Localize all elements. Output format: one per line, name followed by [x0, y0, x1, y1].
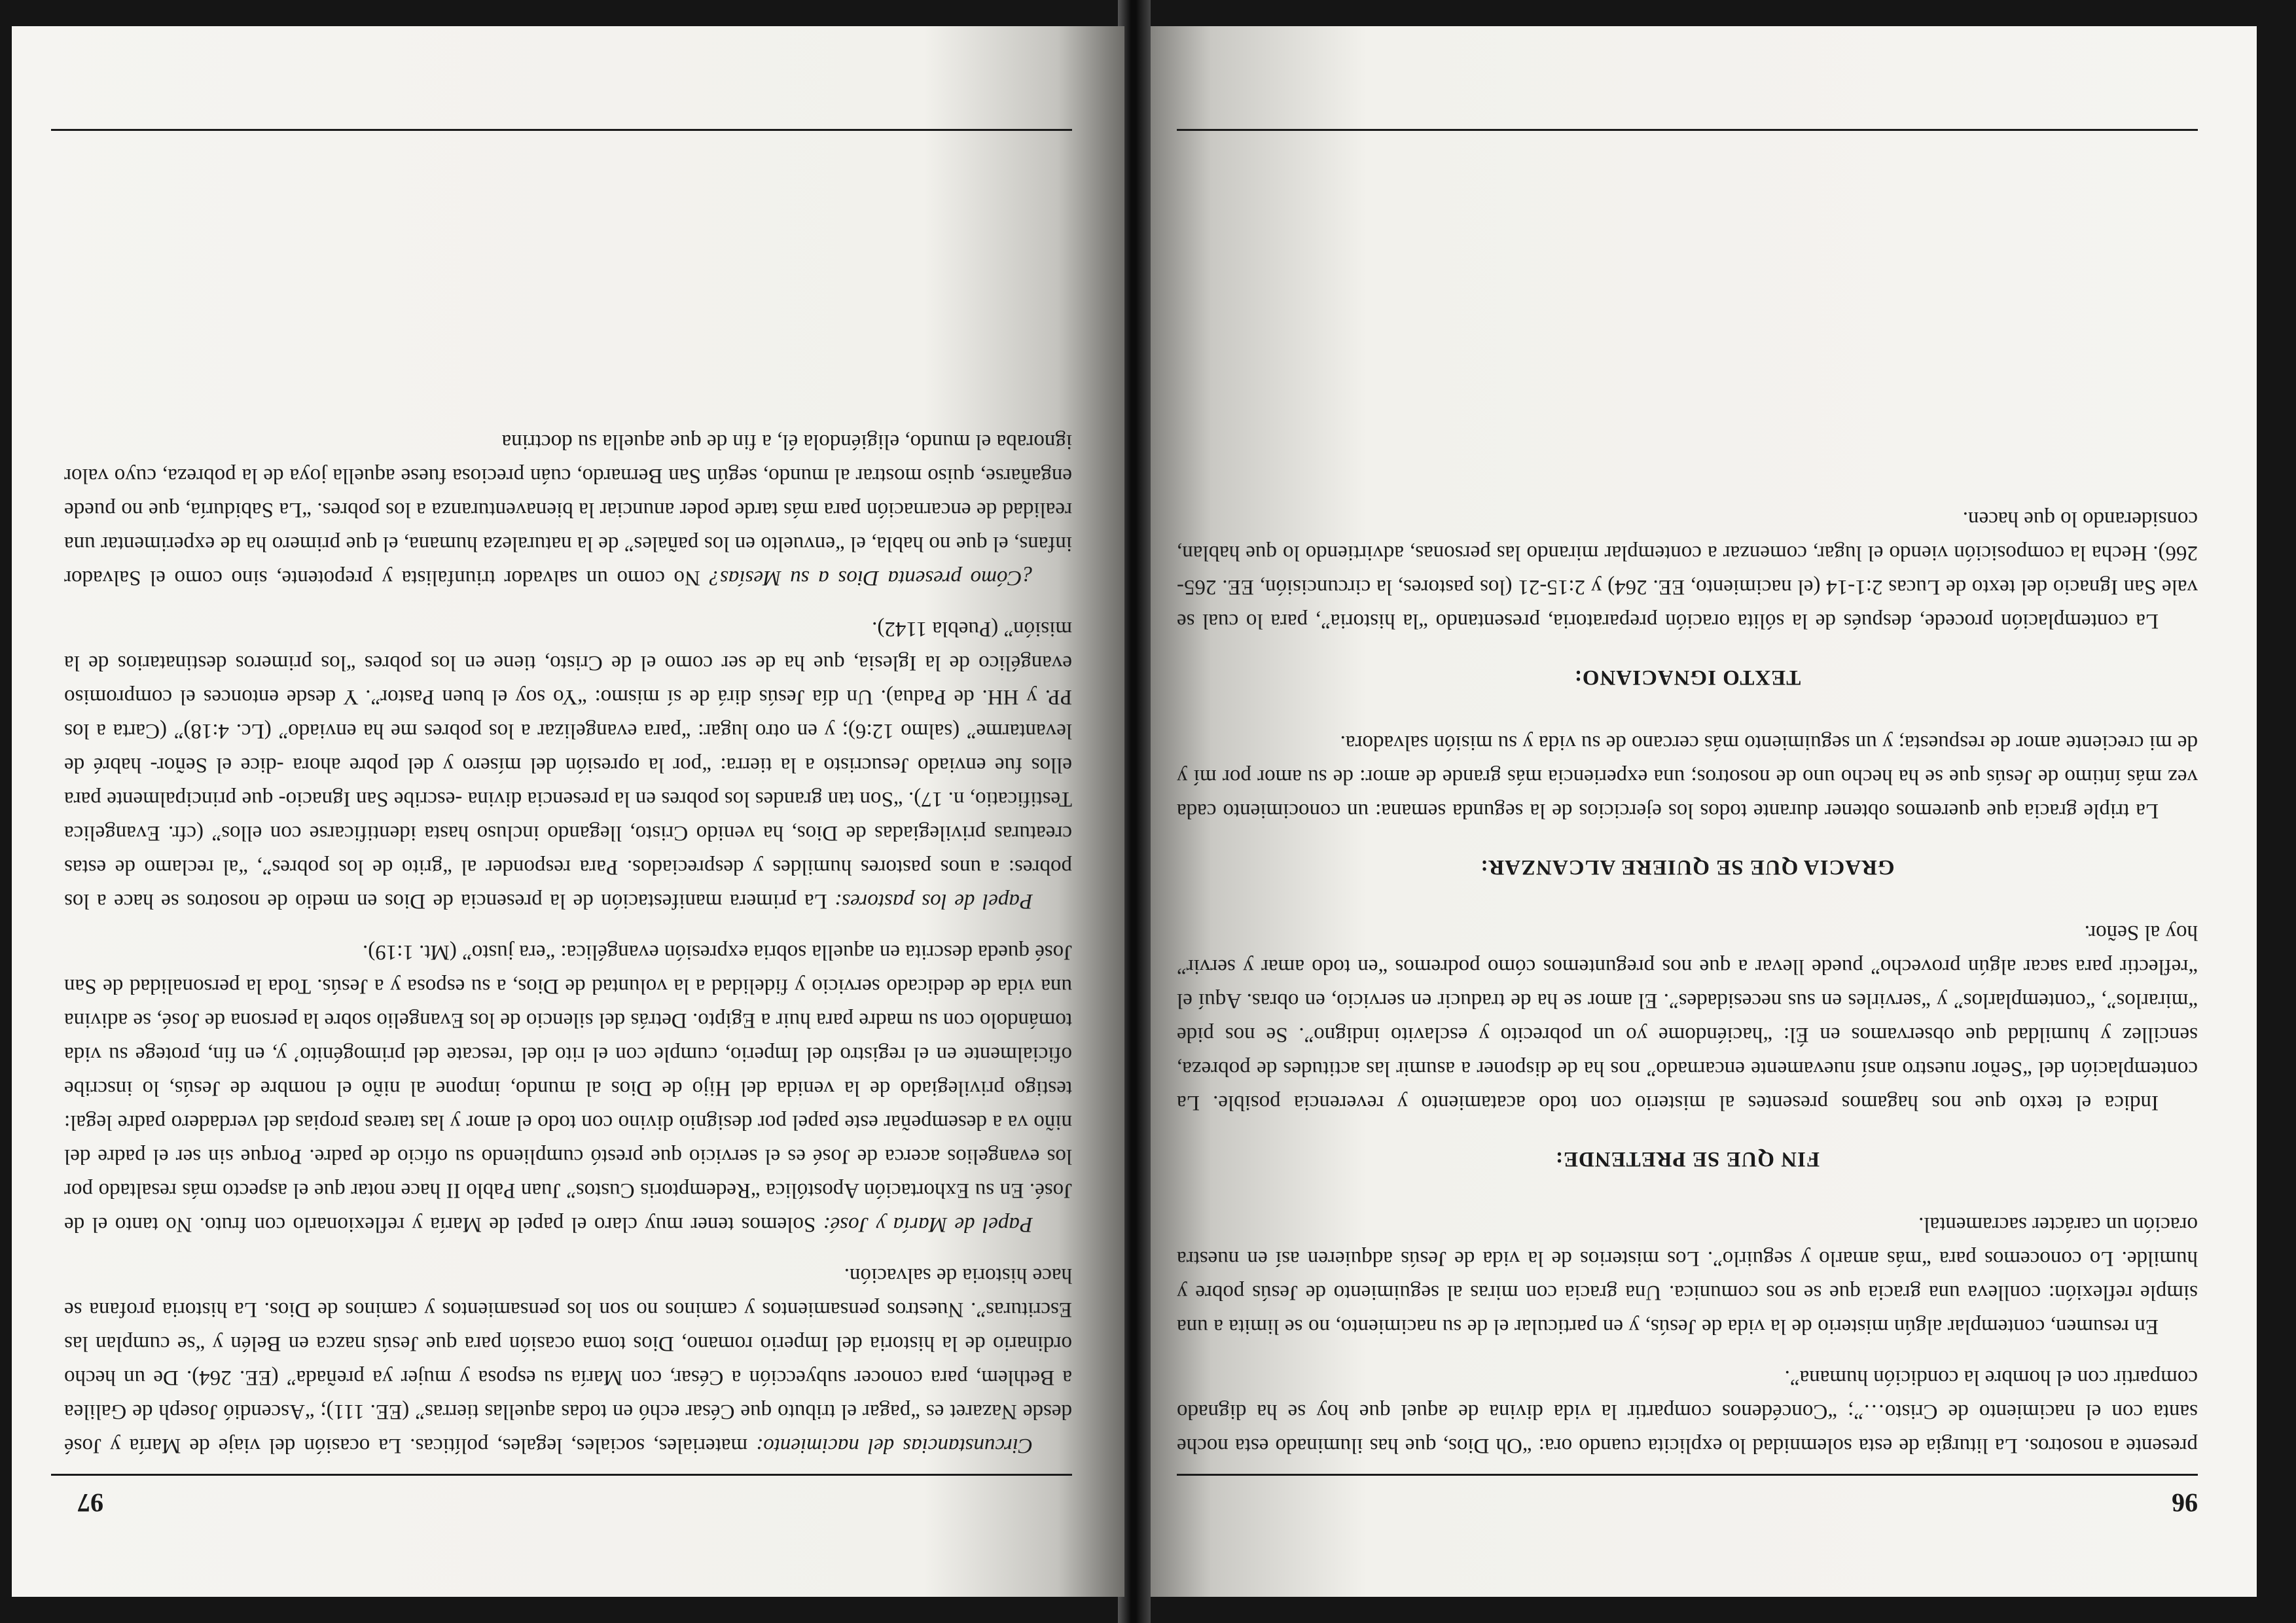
page-97	[12, 26, 1124, 1597]
page-96	[1144, 26, 2257, 1597]
como-presenta-body: No como un salvador triunfalista y prepotente, sino como el Salvador infans, el que no habla, el “envuelto en los pañales” de la naturaleza humana, el que primero ha de experimentar una realidad de encarnación para más tarde poder anunciar la bienaventuranza a los pobres. “La Sabiduría, que no puede engañarse, quiso mostrar al mundo, según San Bernardo, cuán preciosa fuese aquella joya de la pobreza, cuyo valor ignoraba el mundo, eligiéndola él, a fin de que aquella su doctrina	[64, 430, 1072, 590]
circunstancias-paragraph	[64, 1258, 1072, 1463]
summary-paragraph: En resumen, contemplar algún misterio de la vida de Jesús, y en particular el de su nacimiento, no se limita a una simple reflexión: conlleva una gracia que se nos comunica. Una gracia con miras al seguimiento de Jesús pobre y humilde. Lo conocemos para “más amarlo y seguirlo”. Los misterios de la vida de Jesús adquieren así en nuestra oración un carácter sacramental.	[1177, 1213, 2198, 1338]
papel-pastores-paragraph	[64, 612, 1072, 918]
papel-maria-jose-title: Papel de María y José:	[823, 1213, 1033, 1236]
continuation-paragraph: presente a nosotros. La liturgia de esta solemnidad lo explicita cuando ora: “Oh Dios, que has iluminado esta noche santa con el nacimiento de Cristo…”; “Concédenos compartir la vida divina de aquel que hoy se ha dignado compartir con el hombre la condición humana”.	[1177, 1366, 2198, 1457]
heading-texto: TEXTO IGNACIANO:	[1573, 666, 1801, 689]
header-rule	[1177, 1474, 2198, 1476]
page-number: 97	[77, 1488, 103, 1518]
page-number: 96	[2172, 1488, 2198, 1518]
footer-rule	[1177, 129, 2198, 131]
fin-paragraph: Indica el texto que nos hagamos presentes al misterio con todo acatamiento y reverencia posible. La contemplación del “Señor nuestro ansí nuevamente encarnado” nos ha de disponer a asumir las actitudes de pobreza, sencillez y humildad que observamos en Él: “haciéndome yo un pobrecito y esclavito indigno”. Se nos pide “mirarlos”, “contemplarlos” y “servirles en sus necesidades”. El amor se ha de traducir en servicio, en obras. Aquí el “reflectir para sacar algún provecho” puede llevar a que nos preguntemos cómo podremos “en todo amar y servir” hoy al Señor.	[1177, 921, 2198, 1115]
page-97-text	[64, 425, 1072, 1463]
heading-fin: FIN QUE SE PRETENDE:	[1554, 1147, 1820, 1171]
papel-pastores-body: La primera manifestación de la presencia de Dios en medio de nosotros se hace a los pobres: a unos pastores humildes y despreciados. Para responder al “grito de los pobres”, “al reclamo de estas creaturas privilegiadas de Dios, ha venido Cristo, llegando incluso hasta identificarse con ellos” (cfr. Evangelica Testificatio, n. 17). “Son tan grandes los pobres en la presencia divina -escribe San Ignacio- que principalmente para ellos fue enviado Jesucristo a la tierra: “por la opresión del mísero y del pobre ahora -dice el Señor- habré de levantarme” (salmo 12:6); y en otro lugar: “para evangelizar a los pobres me ha enviado” (Lc. 4:18)” (Carta a los PP. y HH. de Padua). Un día Jesús dirá de sí mismo: “Yo soy el buen Pastor”. Y desde entonces el compromiso evangélico de la Iglesia, que ha de ser como el de Cristo, tiene en los pobres “los primeros destinatarios de la misión” (Puebla 1142).	[64, 617, 1072, 913]
papel-pastores-title: Papel de los pastores:	[834, 889, 1033, 913]
como-presenta-paragraph	[64, 425, 1072, 595]
papel-maria-jose-body: Solemos tener muy claro el papel de María y reflexionarlo con fruto. No tanto el de José. En su Exhortación Apostólica “Redemptoris Custos” Juan Pablo II hace notar que el aspecto más resaltado por los evangelios acerca de José es el servicio que prestó cumpliendo su oficio de padre. Porque sin ser el padre del niño va a desempeñar este papel por designio divino con todo el amor y las tareas propias del verdadero padre legal: testigo privilegiado de la venida del Hijo de Dios al mundo, impone al niño el nombre de Jesús, lo inscribe oficialmente en el registro del Imperio, cumple con el rito del ‘rescate del primogénito’ y, en fin, protege su vida tomándolo con su madre para huir a Egipto. Detrás del silencio de los Evangelio sobre la persona de José, se adivina una vida de dedicado servicio y fidelidad a la voluntad de Dios, a su esposa y a Jesús. Toda la personalidad de San José queda descrita en aquella sobria expresión evangélica: “era justo” (Mt. 1:19).	[64, 940, 1072, 1236]
texto-paragraph: La contemplación procede, después de la sólita oración preparatoria, presentando “la historia”, para lo cual se vale San Ignacio del texto de Lucas 2:1-14 (el nacimiento, EE. 264) y 2:15-21 (los pastores, la circuncisión, EE. 265-266). Hecha la composición viendo el lugar, comenzar a contemplar mirando las personas, advirtiendo lo que hablan, considerando lo que hacen.	[1177, 507, 2198, 633]
como-presenta-title: ¿Cómo presenta Dios a su Mesías?	[709, 566, 1033, 590]
gracia-paragraph: La triple gracia que queremos obtener durante todos los ejercicios de la segunda semana: un conocimiento cada vez más íntimo de Jesús que se ha hecho uno de nosotros; una experiencia más grande de amor: de su amor por mí y de mi creciente amor de respuesta; y un seguimiento más cercano de su vida y su misión salvadora.	[1177, 731, 2198, 823]
circunstancias-body: materiales, sociales, legales, políticas. La ocasión del viaje de María y José desde Nazaret es “pagar el tributo que César echó en todas aquellas tierras” (EE. 111); “Ascendió Joseph de Galilea a Bethlem, para conocer subyección a César, con María su esposa y mujer ya preñada” (EE. 264). De un hecho ordinario de la historia del Imperio romano, Dios toma ocasión para que Jesús nazca en Belén y “se cumplan las Escrituras”. Nuestros pensamientos y caminos no son los pensamientos y caminos de Dios. La historia profana se hace historia de salvación.	[64, 1264, 1072, 1457]
header-rule	[51, 1474, 1072, 1476]
footer-rule	[51, 129, 1072, 131]
page-96-text	[1177, 502, 2198, 1463]
circunstancias-title: Circunstancias del nacimiento:	[756, 1434, 1033, 1457]
heading-gracia: GRACIA QUE SE QUIERE ALCANZAR:	[1480, 855, 1895, 879]
papel-maria-jose-paragraph	[64, 935, 1072, 1241]
